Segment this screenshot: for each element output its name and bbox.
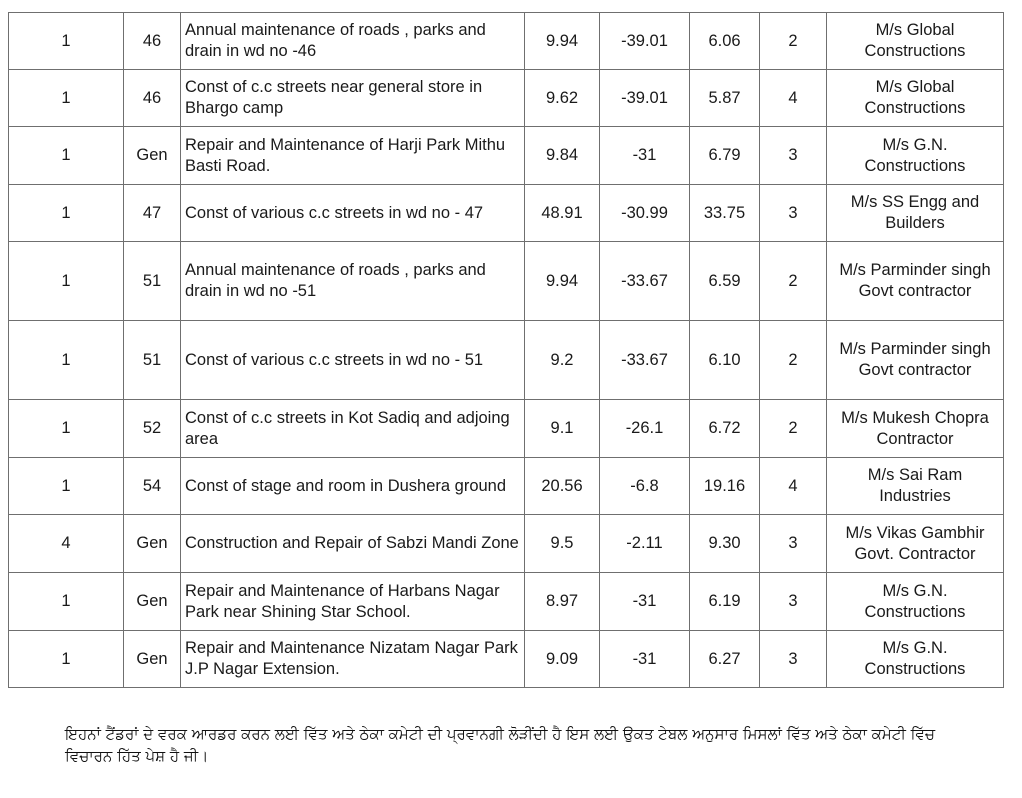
work-description-cell: Const of stage and room in Dushera ground <box>181 458 525 515</box>
ward-cell: 47 <box>124 185 181 242</box>
net-amount-cell: 33.75 <box>690 185 760 242</box>
table-row <box>9 185 1004 242</box>
serial-cell: 1 <box>9 573 124 631</box>
serial-cell: 1 <box>9 631 124 688</box>
bidders-cell: 3 <box>760 185 827 242</box>
ward-cell: 51 <box>124 242 181 321</box>
serial-cell: 1 <box>9 185 124 242</box>
table-row <box>9 127 1004 185</box>
net-amount-cell: 6.72 <box>690 400 760 458</box>
amount-cell: 48.91 <box>525 185 600 242</box>
rate-cell: -39.01 <box>600 13 690 70</box>
work-description-cell: Construction and Repair of Sabzi Mandi Zone <box>181 515 525 573</box>
ward-cell: Gen <box>124 127 181 185</box>
rate-cell: -6.8 <box>600 458 690 515</box>
rate-cell: -39.01 <box>600 70 690 127</box>
agency-cell: M/s Global Constructions <box>827 70 1004 127</box>
net-amount-cell: 9.30 <box>690 515 760 573</box>
agency-cell: M/s Mukesh Chopra Contractor <box>827 400 1004 458</box>
amount-cell: 9.62 <box>525 70 600 127</box>
bidders-cell: 3 <box>760 573 827 631</box>
work-description-cell: Const of c.c streets in Kot Sadiq and adjoing area <box>181 400 525 458</box>
agency-cell: M/s Sai Ram Industries <box>827 458 1004 515</box>
work-description-cell: Repair and Maintenance of Harbans Nagar Park near Shining Star School. <box>181 573 525 631</box>
serial-cell: 1 <box>9 458 124 515</box>
amount-cell: 9.5 <box>525 515 600 573</box>
rate-cell: -33.67 <box>600 242 690 321</box>
rate-cell: -30.99 <box>600 185 690 242</box>
ward-cell: 46 <box>124 70 181 127</box>
agency-cell: M/s Vikas Gambhir Govt. Contractor <box>827 515 1004 573</box>
bidders-cell: 4 <box>760 70 827 127</box>
work-description-cell: Annual maintenance of roads , parks and drain in wd no -46 <box>181 13 525 70</box>
rate-cell: -26.1 <box>600 400 690 458</box>
table-row <box>9 573 1004 631</box>
amount-cell: 9.84 <box>525 127 600 185</box>
table-row <box>9 321 1004 400</box>
agency-cell: M/s Global Constructions <box>827 13 1004 70</box>
net-amount-cell: 6.79 <box>690 127 760 185</box>
bidders-cell: 4 <box>760 458 827 515</box>
rate-cell: -31 <box>600 631 690 688</box>
rate-cell: -31 <box>600 573 690 631</box>
table-row <box>9 13 1004 70</box>
net-amount-cell: 19.16 <box>690 458 760 515</box>
ward-cell: Gen <box>124 515 181 573</box>
amount-cell: 9.2 <box>525 321 600 400</box>
amount-cell: 20.56 <box>525 458 600 515</box>
net-amount-cell: 5.87 <box>690 70 760 127</box>
amount-cell: 8.97 <box>525 573 600 631</box>
ward-cell: 54 <box>124 458 181 515</box>
table-row <box>9 400 1004 458</box>
net-amount-cell: 6.10 <box>690 321 760 400</box>
table-row <box>9 458 1004 515</box>
ward-cell: Gen <box>124 631 181 688</box>
serial-cell: 1 <box>9 321 124 400</box>
serial-cell: 1 <box>9 400 124 458</box>
net-amount-cell: 6.19 <box>690 573 760 631</box>
bidders-cell: 3 <box>760 631 827 688</box>
rate-cell: -33.67 <box>600 321 690 400</box>
serial-cell: 1 <box>9 242 124 321</box>
net-amount-cell: 6.06 <box>690 13 760 70</box>
bidders-cell: 2 <box>760 242 827 321</box>
work-description-cell: Repair and Maintenance of Harji Park Mithu Basti Road. <box>181 127 525 185</box>
serial-cell: 4 <box>9 515 124 573</box>
bidders-cell: 3 <box>760 127 827 185</box>
work-description-cell: Const of various c.c streets in wd no - 51 <box>181 321 525 400</box>
ward-cell: 52 <box>124 400 181 458</box>
net-amount-cell: 6.27 <box>690 631 760 688</box>
agency-cell: M/s G.N. Constructions <box>827 631 1004 688</box>
ward-cell: Gen <box>124 573 181 631</box>
amount-cell: 9.1 <box>525 400 600 458</box>
agency-cell: M/s G.N. Constructions <box>827 127 1004 185</box>
amount-cell: 9.94 <box>525 242 600 321</box>
rate-cell: -2.11 <box>600 515 690 573</box>
work-description-cell: Const of various c.c streets in wd no - 47 <box>181 185 525 242</box>
net-amount-cell: 6.59 <box>690 242 760 321</box>
work-description-cell: Repair and Maintenance Nizatam Nagar Park J.P Nagar Extension. <box>181 631 525 688</box>
amount-cell: 9.94 <box>525 13 600 70</box>
agency-cell: M/s Parminder singh Govt contractor <box>827 321 1004 400</box>
tender-table <box>8 12 1004 688</box>
work-description-cell: Annual maintenance of roads , parks and drain in wd no -51 <box>181 242 525 321</box>
amount-cell: 9.09 <box>525 631 600 688</box>
work-description-cell: Const of c.c streets near general store in Bhargo camp <box>181 70 525 127</box>
bidders-cell: 2 <box>760 400 827 458</box>
serial-cell: 1 <box>9 127 124 185</box>
bidders-cell: 3 <box>760 515 827 573</box>
ward-cell: 51 <box>124 321 181 400</box>
table-row <box>9 70 1004 127</box>
bidders-cell: 2 <box>760 321 827 400</box>
table-row <box>9 515 1004 573</box>
agency-cell: M/s G.N. Constructions <box>827 573 1004 631</box>
table-row <box>9 631 1004 688</box>
ward-cell: 46 <box>124 13 181 70</box>
approval-note: ਇਹਨਾਂ ਟੈਂਡਰਾਂ ਦੇ ਵਰਕ ਆਰਡਰ ਕਰਨ ਲਈ ਵਿੱਤ ਅਤੇ ਠੇਕਾ ਕਮੇਟੀ ਦੀ ਪ੍ਰਵਾਨਗੀ ਲੋੜੀਂਦੀ ਹੈ ਇਸ ਲਈ ਉਕਤ ਟੇਬਲ ਅਨੁਸਾਰ ਮਿਸਲਾਂ ਵਿੱਤ ਅਤੇ ਠੇਕਾ ਕਮੇਟੀ ਵਿੱਚ ਵਿਚਾਰਨ ਹਿੱਤ ਪੇਸ਼ ਹੈ ਜੀ। <box>65 725 935 765</box>
agency-cell: M/s Parminder singh Govt contractor <box>827 242 1004 321</box>
rate-cell: -31 <box>600 127 690 185</box>
bidders-cell: 2 <box>760 13 827 70</box>
serial-cell: 1 <box>9 13 124 70</box>
agency-cell: M/s SS Engg and Builders <box>827 185 1004 242</box>
serial-cell: 1 <box>9 70 124 127</box>
table-row <box>9 242 1004 321</box>
